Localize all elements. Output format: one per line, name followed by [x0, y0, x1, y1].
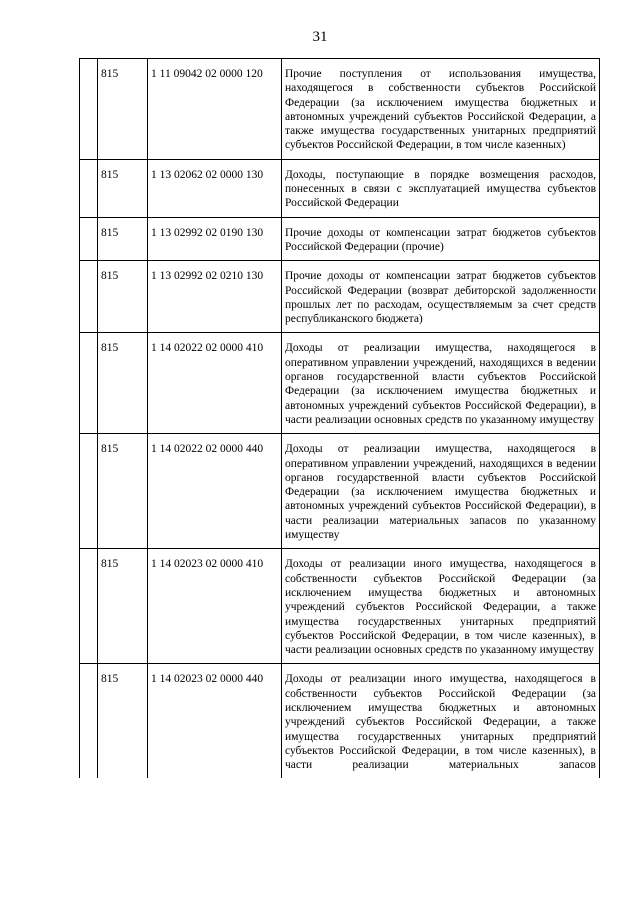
- budget-code-cell: 1 14 02022 02 0000 440: [148, 434, 282, 549]
- table-row: [80, 434, 600, 549]
- table-row: [80, 261, 600, 333]
- budget-code-cell: 1 13 02992 02 0210 130: [148, 261, 282, 333]
- admin-code-cell: 815: [98, 159, 148, 217]
- admin-code-cell: 815: [98, 434, 148, 549]
- admin-code-cell: 815: [98, 333, 148, 434]
- revenue-name-cell: Доходы от реализации иного имущества, находящегося в собственности субъектов Российской Федерации (за исключением имущества бюджетных и автономных учреждений субъектов Российской Федерации, а также имущества государственных унитарных предприятий субъектов Российской Федерации, в том числе казенных), в части реализации основных средств по указанному имуществу: [282, 549, 600, 664]
- revenue-name-cell: Доходы от реализации иного имущества, находящегося в собственности субъектов Российской Федерации (за исключением имущества бюджетных и автономных учреждений субъектов Российской Федерации, а также имущества государственных унитарных предприятий субъектов Российской Федерации, в том числе казенных), в части реализации материальных запасов: [282, 664, 600, 779]
- budget-code-cell: 1 13 02062 02 0000 130: [148, 159, 282, 217]
- revenue-name-cell: Прочие поступления от использования имущества, находящегося в собственности субъектов Российской Федерации (за исключением имущества бюджетных и автономных учреждений субъектов Российской Федерации, а также имущества государственных унитарных предприятий субъектов Российской Федерации, в том числе казенных): [282, 59, 600, 160]
- table-row: [80, 217, 600, 261]
- revenue-name-cell: Прочие доходы от компенсации затрат бюджетов субъектов Российской Федерации (возврат дебиторской задолженности прошлых лет по расходам, осуществляемым за счет средств республиканского бюджета): [282, 261, 600, 333]
- revenue-name-cell: Доходы от реализации имущества, находящегося в оперативном управлении учреждений, находящихся в ведении органов государственной власти субъектов Российской Федерации (за исключением имущества бюджетных и автономных учреждений субъектов Российской Федерации), в части реализации основных средств по указанному имуществу: [282, 333, 600, 434]
- blank-cell: [80, 434, 98, 549]
- page-number: 31: [312, 29, 328, 45]
- budget-code-cell: 1 14 02023 02 0000 440: [148, 664, 282, 779]
- blank-cell: [80, 549, 98, 664]
- admin-code-cell: 815: [98, 261, 148, 333]
- blank-cell: [80, 159, 98, 217]
- budget-code-cell: 1 14 02023 02 0000 410: [148, 549, 282, 664]
- revenue-name-cell: Доходы от реализации имущества, находящегося в оперативном управлении учреждений, находящихся в ведении органов государственной власти субъектов Российской Федерации (за исключением имущества бюджетных и автономных учреждений субъектов Российской Федерации), в части реализации материальных запасов по указанному имуществу: [282, 434, 600, 549]
- admin-code-cell: 815: [98, 549, 148, 664]
- blank-cell: [80, 333, 98, 434]
- blank-cell: [80, 261, 98, 333]
- blank-cell: [80, 217, 98, 261]
- admin-code-cell: 815: [98, 664, 148, 779]
- budget-code-cell: 1 11 09042 02 0000 120: [148, 59, 282, 160]
- revenue-name-cell: Прочие доходы от компенсации затрат бюджетов субъектов Российской Федерации (прочие): [282, 217, 600, 261]
- blank-cell: [80, 59, 98, 160]
- admin-code-cell: 815: [98, 217, 148, 261]
- revenue-name-cell: Доходы, поступающие в порядке возмещения расходов, понесенных в связи с эксплуатацией имущества субъектов Российской Федерации: [282, 159, 600, 217]
- table-row: [80, 333, 600, 434]
- budget-code-cell: 1 13 02992 02 0190 130: [148, 217, 282, 261]
- revenue-codes-table: [79, 58, 600, 778]
- budget-code-cell: 1 14 02022 02 0000 410: [148, 333, 282, 434]
- admin-code-cell: 815: [98, 59, 148, 160]
- table-row: [80, 664, 600, 779]
- blank-cell: [80, 664, 98, 779]
- table-row: [80, 549, 600, 664]
- table-row: [80, 159, 600, 217]
- table-row: [80, 59, 600, 160]
